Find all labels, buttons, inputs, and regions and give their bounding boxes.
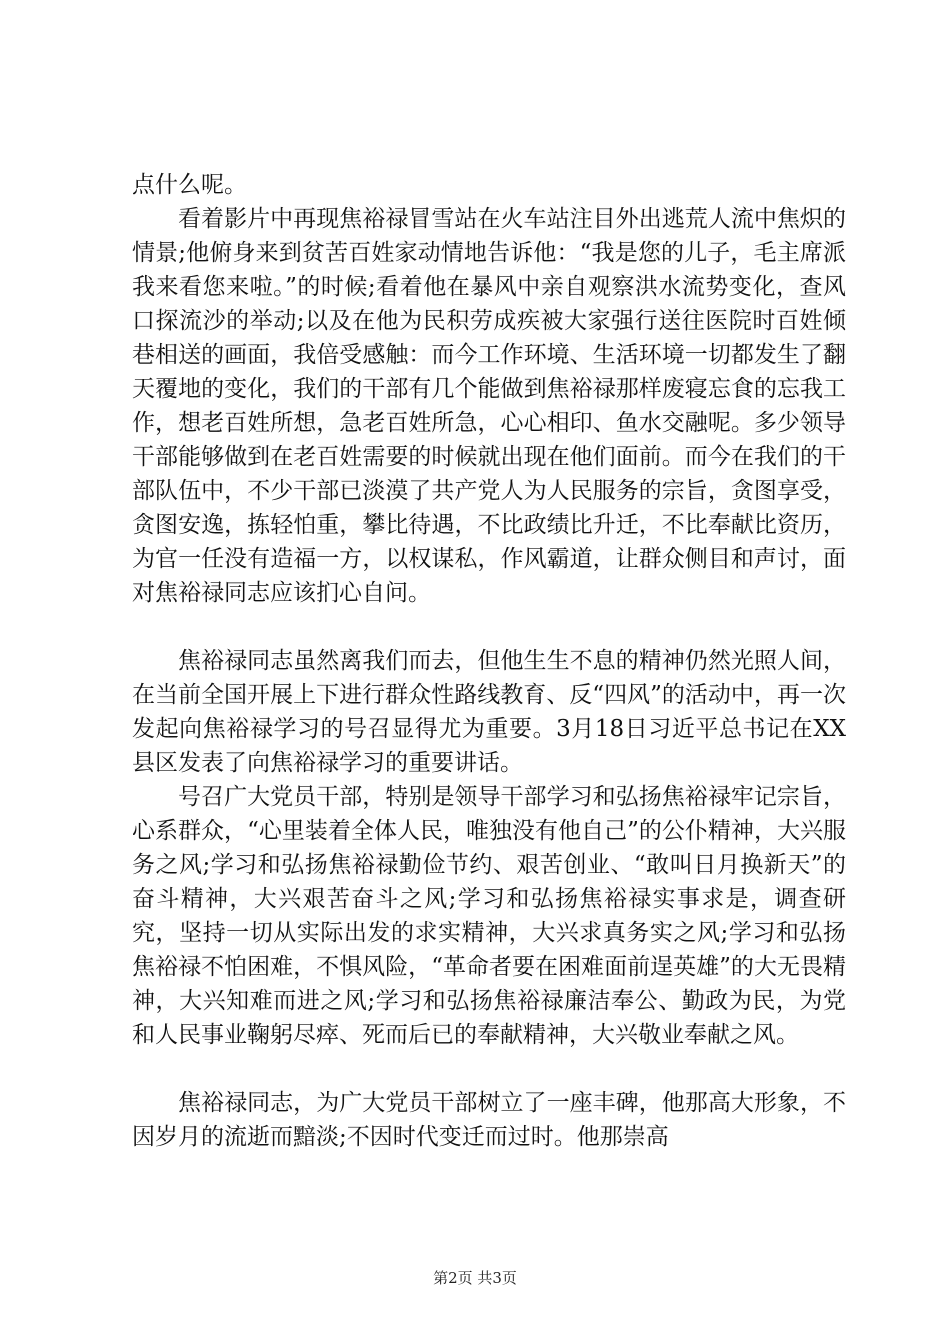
page-number-footer: 第2页 共3页: [433, 1269, 517, 1287]
paragraph-film-reflection: 看着影片中再现焦裕禄冒雪站在火车站注目外出逃荒人流中焦炽的情景;他俯身来到贫苦百姓家动情地告诉他：“我是您的儿子，毛主席派我来看您来啦。”的时候;看着他在暴风中亲自观察洪水流势变化，查风口探流沙的举动;以及在他为民积劳成疾被大家强行送往医院时百姓倾巷相送的画面，我倍受感触：而今工作环境、生活环境一切都发生了翻天覆地的变化，我们的干部有几个能做到焦裕禄那样废寝忘食的忘我工作，想老百姓所想，急老百姓所急，心心相印、鱼水交融呢。多少领导干部能够做到在老百姓需要的时候就出现在他们面前。而今在我们的干部队伍中，不少干部已淡漠了共产党人为人民服务的宗旨，贪图享受，贪图安逸，拣轻怕重，攀比待遇，不比政绩比升迁，不比奉献比资历，为官一任没有造福一方，以权谋私，作风霸道，让群众侧目和声讨，面对焦裕禄同志应该扪心自问。: [132, 206, 846, 606]
document-body: [132, 168, 846, 1154]
paragraph-monument: 焦裕禄同志，为广大党员干部树立了一座丰碑，他那高大形象，不因岁月的流逝而黯淡;不因时代变迁而过时。他那崇高: [132, 1090, 846, 1150]
paragraph-call-to-learn: 号召广大党员干部，特别是领导干部学习和弘扬焦裕禄牢记宗旨，心系群众，“心里装着全体人民，唯独没有他自己”的公仆精神，大兴服务之风;学习和弘扬焦裕禄勤俭节约、艰苦创业、“敢叫日月换新天”的奋斗精神，大兴艰苦奋斗之风;学习和弘扬焦裕禄实事求是，调查研究，坚持一切从实际出发的求实精神，大兴求真务实之风;学习和弘扬焦裕禄不怕困难，不惧风险，“革命者要在困难面前逞英雄”的大无畏精神，大兴知难而进之风;学习和弘扬焦裕禄廉洁奉公、勤政为民，为党和人民事业鞠躬尽瘁、死而后已的奉献精神，大兴敬业奉献之风。: [132, 784, 846, 1048]
paragraph-gap: [132, 610, 846, 644]
paragraph-continuation: 点什么呢。: [132, 172, 247, 198]
paragraph-spirit: 焦裕禄同志虽然离我们而去，但他生生不息的精神仍然光照人间，在当前全国开展上下进行群众性路线教育、反“四风”的活动中，再一次发起向焦裕禄学习的号召显得尤为重要。3月18日习近平总书记在XX县区发表了向焦裕禄学习的重要讲话。: [132, 648, 846, 776]
paragraph-gap: [132, 1052, 846, 1086]
